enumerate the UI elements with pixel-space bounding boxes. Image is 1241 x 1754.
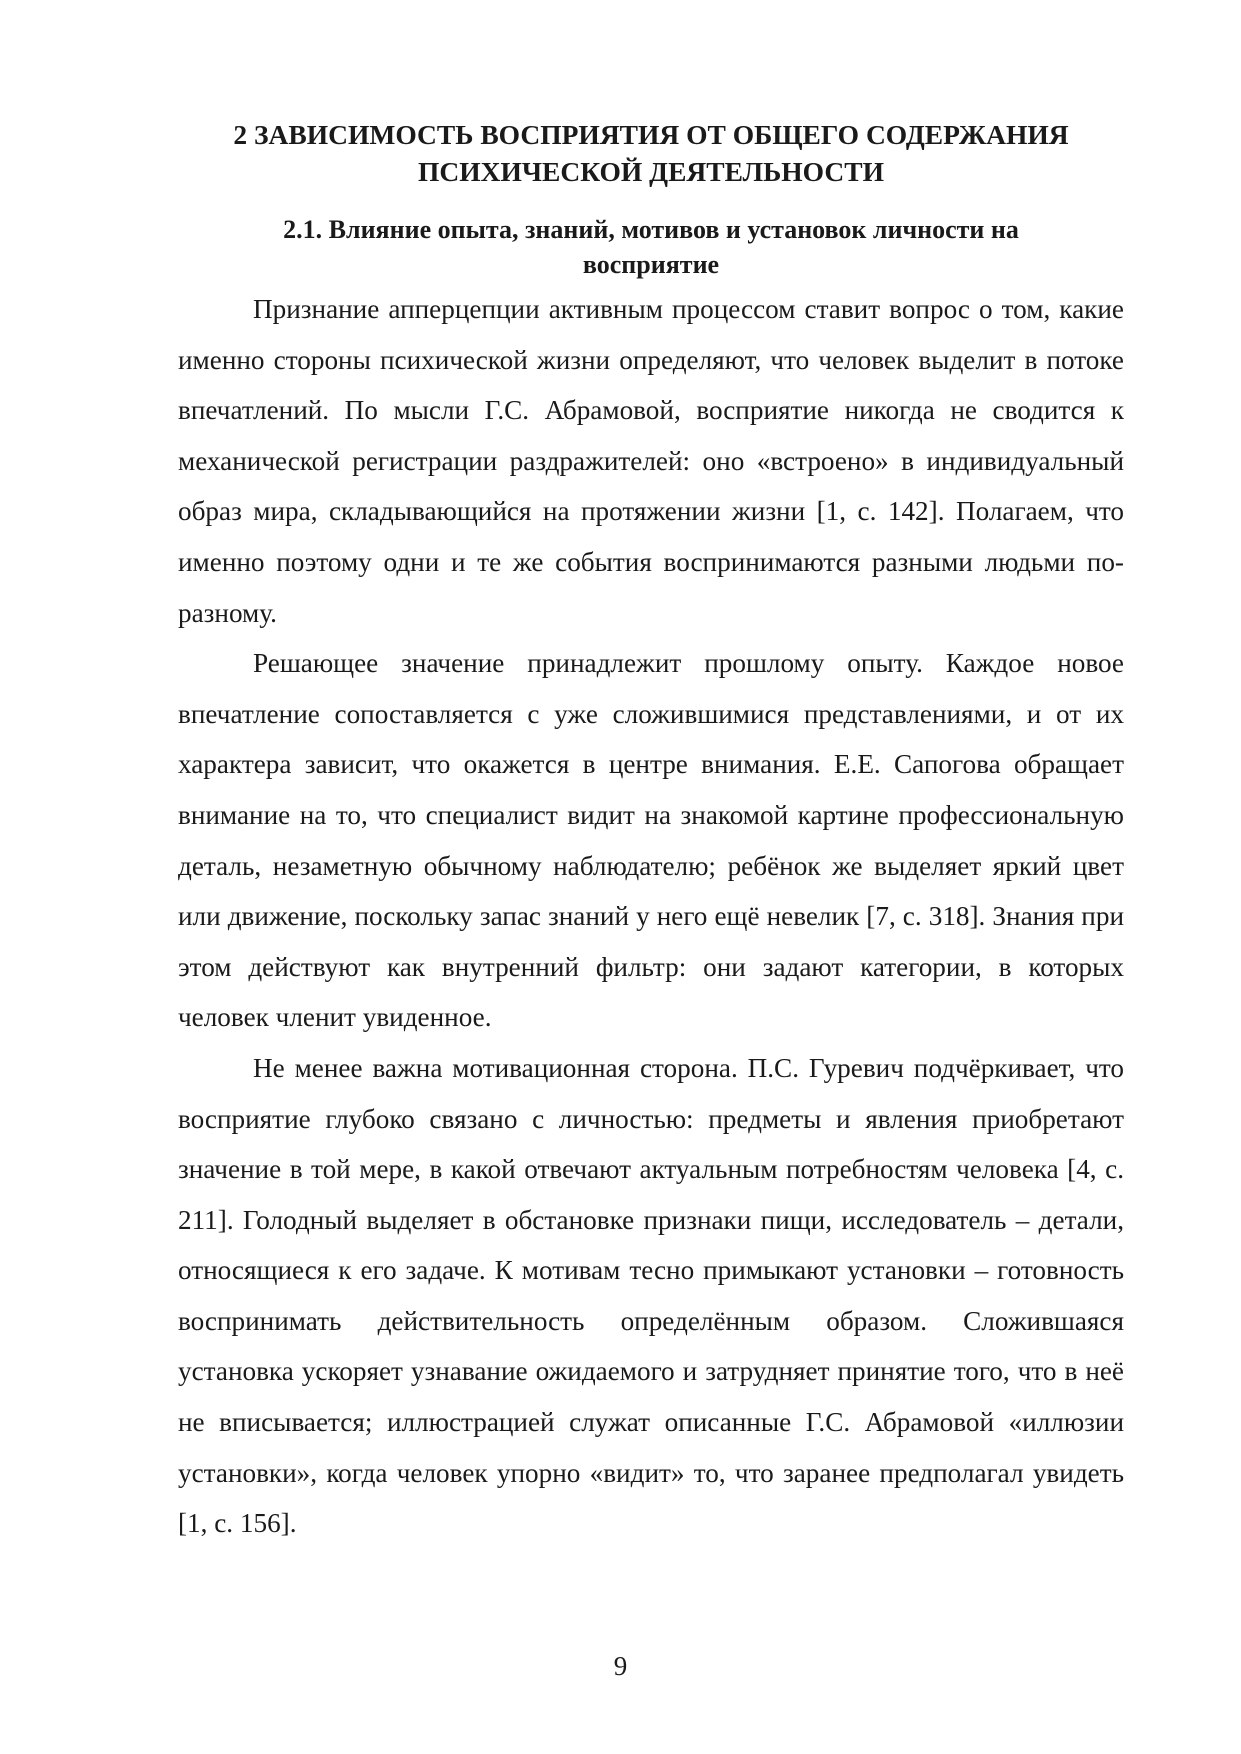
section-title-line-1: 2.1. Влияние опыта, знаний, мотивов и установок личности на — [283, 215, 1019, 244]
chapter-title — [178, 116, 1124, 190]
chapter-title-line-1: 2 ЗАВИСИМОСТЬ ВОСПРИЯТИЯ ОТ ОБЩЕГО СОДЕРЖАНИЯ — [233, 119, 1069, 150]
chapter-title-line-2: ПСИХИЧЕСКОЙ ДЕЯТЕЛЬНОСТИ — [417, 156, 884, 187]
paragraph-2: Решающее значение принадлежит прошлому опыту. Каждое новое впечатление сопоставляется с уже сложившимися представлениями, и от их характера зависит, что окажется в центре внимания. Е.Е. Сапогова обращает внимание на то, что специалист видит на знакомой картине профессиональную деталь, незаметную обычному наблюдателю; ребёнок же выделяет яркий цвет или движение, поскольку запас знаний у него ещё невелик [7, с. 318]. Знания при этом действуют как внутренний фильтр: они задают категории, в которых человек членит увиденное. — [178, 648, 1124, 1033]
document-page — [178, 116, 1124, 1549]
section-title — [178, 212, 1124, 282]
paragraph-3: Не менее важна мотивационная сторона. П.С. Гуревич подчёркивает, что восприятие глубоко связано с личностью: предметы и явления приобретают значение в той мере, в какой отвечают актуальным потребностям человека [4, с. 211]. Голодный выделяет в обстановке признаки пищи, исследователь – детали, относящиеся к его задаче. К мотивам тесно примыкают установки – готовность воспринимать действительность определённым образом. Сложившаяся установка ускоряет узнавание ожидаемого и затрудняет принятие того, что в неё не вписывается; иллюстрацией служат описанные Г.С. Абрамовой «иллюзии установки», когда человек упорно «видит» то, что заранее предполагал увидеть [1, с. 156]. — [178, 1052, 1124, 1539]
page-number: 9 — [613, 1651, 628, 1681]
paragraph-1: Признание апперцепции активным процессом ставит вопрос о том, какие именно стороны психической жизни определяют, что человек выделит в потоке впечатлений. По мысли Г.С. Абрамовой, восприятие никогда не сводится к механической регистрации раздражителей: оно «встроено» в индивидуальный образ мира, складывающийся на протяжении жизни [1, с. 142]. Полагаем, что именно поэтому одни и те же события воспринимаются разными людьми по-разному. — [178, 294, 1124, 628]
section-title-line-2: восприятие — [582, 250, 720, 279]
